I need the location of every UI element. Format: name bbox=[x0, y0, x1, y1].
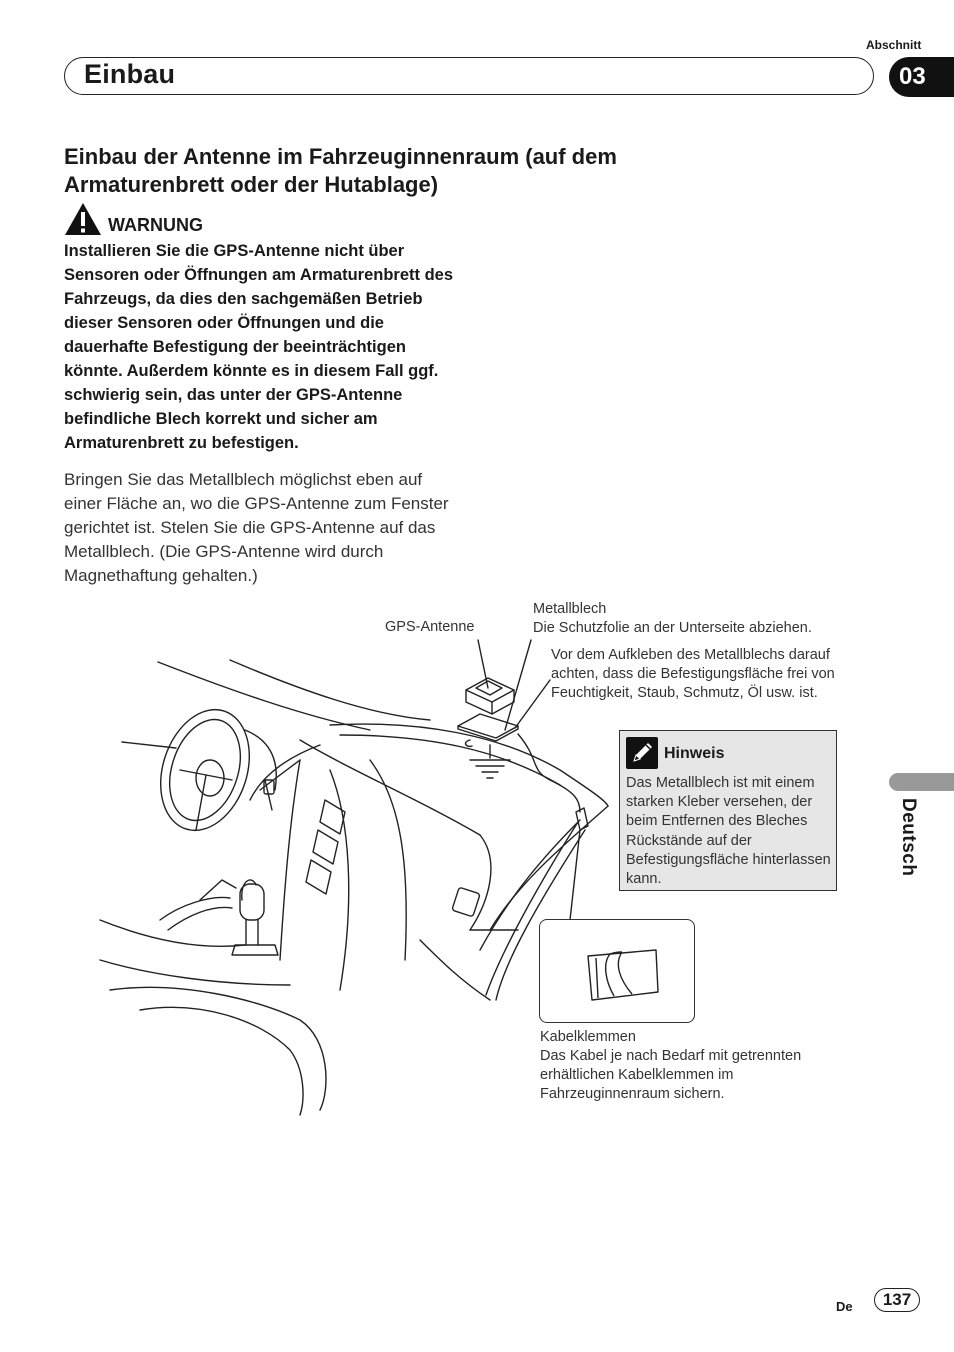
warning-triangle-icon bbox=[64, 202, 102, 236]
label-gps-antenna: GPS-Antenne bbox=[385, 619, 475, 635]
label-metal-title: Metallblech bbox=[533, 601, 607, 617]
note-text: Das Metallblech ist mit einem starken Kleber versehen, der beim Entfernen des Bleches Rückstände auf der Befestigungsfläche hinterlassen kann. bbox=[626, 775, 831, 888]
label-metal-plate bbox=[533, 600, 812, 638]
section-label: Abschnitt bbox=[866, 38, 922, 52]
chapter-bar bbox=[64, 57, 874, 95]
page-number: 137 bbox=[874, 1288, 920, 1312]
body-paragraph: Bringen Sie das Metallblech möglichst eben auf einer Fläche an, wo die GPS-Antenne zum Fenster gerichtet ist. Stelen Sie die GPS-Antenne auf das Metallblech. (Die GPS-Antenne wird durch Magnethaftung gehalten.) bbox=[64, 470, 449, 585]
label-before-mounting: Vor dem Aufkleben des Metallblechs darauf achten, dass die Befestigungsfläche frei von Feuchtigkeit, Staub, Schmutz, Öl usw. ist. bbox=[551, 647, 835, 701]
language-tab bbox=[889, 773, 954, 791]
cable-clip-icon bbox=[540, 920, 696, 1024]
chapter-title: Einbau bbox=[84, 59, 176, 89]
label-clip-text: Das Kabel je nach Bedarf mit getrennten erhältlichen Kabelklemmen im Fahrzeuginnenraum sichern. bbox=[540, 1048, 802, 1102]
warning-label: WARNUNG bbox=[108, 215, 203, 235]
pencil-note-icon bbox=[626, 737, 658, 769]
label-metal-text: Die Schutzfolie an der Unterseite abziehen. bbox=[533, 620, 812, 636]
note-title: Hinweis bbox=[664, 745, 725, 762]
section-number-badge: 03 bbox=[889, 57, 954, 97]
warning-text: Installieren Sie die GPS-Antenne nicht über Sensoren oder Öffnungen am Armaturenbrett des Fahrzeugs, da dies den sachgemäßen Betrieb dieser Sensoren oder Öffnungen und die dauerhafte Befestigung der beeinträchtigen könnte. Außerdem könnte es in diesem Fall ggf. schwierig sein, das unter der GPS-Antenne befindliche Blech korrekt und sicher am Armaturenbrett zu befestigen. bbox=[64, 242, 454, 452]
page-heading: Einbau der Antenne im Fahrzeuginnenraum (auf dem Armaturenbrett oder der Hutablage) bbox=[64, 144, 617, 197]
cable-clip-callout bbox=[539, 919, 695, 1023]
label-cable-clips bbox=[540, 1028, 840, 1104]
label-clip-title: Kabelklemmen bbox=[540, 1029, 636, 1045]
note-box bbox=[619, 730, 837, 891]
footer-language-code: De bbox=[836, 1299, 853, 1314]
language-label: Deutsch bbox=[898, 798, 919, 877]
